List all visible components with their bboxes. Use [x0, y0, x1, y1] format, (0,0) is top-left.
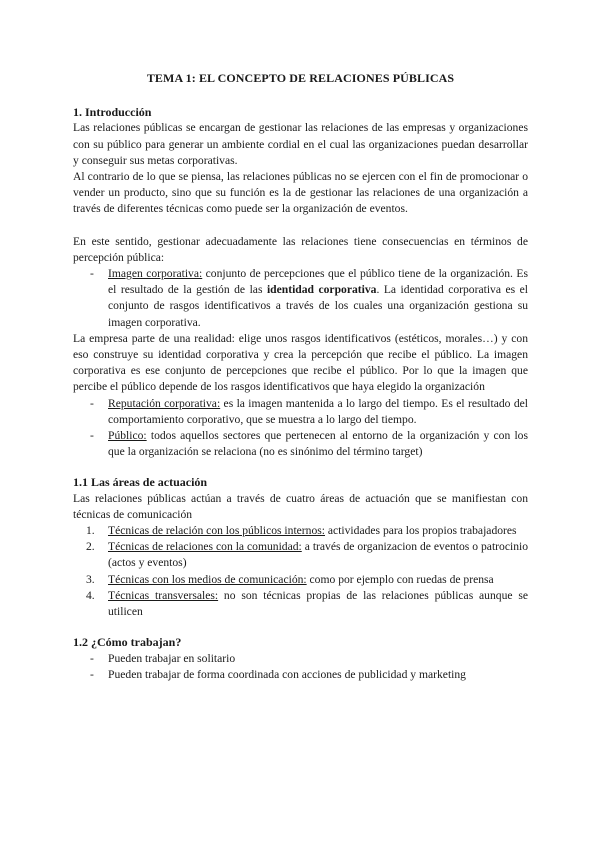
- list-number: 3.: [86, 572, 95, 586]
- list-number: 2.: [86, 540, 95, 554]
- paragraph: Las relaciones públicas se encargan de gestionar las relaciones de las empresas y organizaciones con su público para generar un ambiente cordial en el cual las organizaciones puedan desarrollar y conseguir sus metas corporativas.: [73, 121, 528, 167]
- term: Técnicas transversales:: [108, 588, 219, 602]
- dash-bullet: -: [90, 651, 94, 665]
- list-item: [73, 396, 528, 428]
- section-heading-areas-actuacion: 1.1 Las áreas de actuación: [73, 475, 208, 490]
- definition: . La identidad corporativa es el conjunto de rasgos identificativos a través de los cuales una organización gestiona su imagen corporativa.: [108, 283, 528, 329]
- dash-bullet: -: [90, 429, 94, 443]
- bullet-list: [73, 651, 528, 683]
- list-item: [73, 428, 528, 460]
- list-text: Pueden trabajar de forma coordinada con acciones de publicidad y marketing: [108, 667, 466, 681]
- dash-bullet: -: [90, 267, 94, 281]
- term: Técnicas con los medios de comunicación:: [108, 572, 307, 586]
- definition: conjunto de percepciones que el público tiene de la organización. Es el resultado de la gestión de las: [108, 267, 528, 297]
- definition: todos aquellos sectores que pertenecen al entorno de la organización y con los que la organización se relaciona (no es sinónimo del término target): [108, 429, 528, 459]
- term: Reputación corporativa:: [108, 396, 221, 410]
- document-title: TEMA 1: EL CONCEPTO DE RELACIONES PÚBLICAS: [146, 71, 455, 85]
- list-item: [73, 651, 528, 667]
- paragraph: En este sentido, gestionar adecuadamente las relaciones tiene consecuencias en términos de percepción pública:: [73, 234, 528, 264]
- term: Técnicas de relaciones con la comunidad:: [108, 540, 302, 554]
- bold-term: identidad corporativa: [266, 283, 377, 297]
- document-page: [73, 70, 528, 683]
- list-number: 1.: [86, 524, 95, 538]
- definition: actividades para los propios trabajadores: [325, 524, 517, 538]
- term: Público:: [108, 429, 147, 443]
- list-text: Pueden trabajar en solitario: [108, 651, 236, 665]
- dash-bullet: -: [90, 396, 94, 410]
- paragraph: La empresa parte de una realidad: elige unos rasgos identificativos (estéticos, morales…) y con eso construye su identidad corporativa y crea la percepción que recibe el público. La imagen corporativa es ese conjunto de percepciones que recibe el público. Por lo que la imagen que percibe el público depende de los rasgos identificativos que haya elegido la organización: [73, 331, 528, 394]
- term: Técnicas de relación con los públicos internos:: [108, 524, 325, 538]
- list-item: [73, 588, 528, 620]
- list-item: [73, 539, 528, 571]
- definition: es la imagen mantenida a lo largo del tiempo. Es el resultado del comportamiento corporativo, que se muestra a lo largo del tiempo.: [108, 396, 529, 426]
- paragraph: Las relaciones públicas actúan a través de cuatro áreas de actuación que se manifiestan con técnicas de comunicación: [73, 491, 528, 521]
- paragraph: Al contrario de lo que se piensa, las relaciones públicas no se ejercen con el fin de promocionar o vender un producto, sino que su función es la de gestionar las relaciones de una organización a través de diferentes técnicas como puede ser la organización de eventos.: [73, 170, 528, 216]
- list-item: [73, 667, 528, 683]
- list-item: [73, 266, 528, 331]
- definition: a través de organizacion de eventos o patrocinio (actos y eventos): [108, 540, 529, 570]
- section-heading-como-trabajan: 1.2 ¿Cómo trabajan?: [73, 635, 182, 650]
- list-item: [73, 523, 528, 539]
- bullet-list: [73, 266, 528, 331]
- list-item: [73, 572, 528, 588]
- definition: como por ejemplo con ruedas de prensa: [306, 572, 494, 586]
- dash-bullet: -: [90, 667, 94, 681]
- numbered-list: [73, 523, 528, 620]
- list-number: 4.: [86, 588, 95, 602]
- term: Imagen corporativa:: [108, 267, 203, 281]
- section-heading-introduccion: 1. Introducción: [73, 105, 152, 120]
- bullet-list: [73, 396, 528, 461]
- definition: no son técnicas propias de las relaciones públicas aunque se utilicen: [108, 588, 528, 619]
